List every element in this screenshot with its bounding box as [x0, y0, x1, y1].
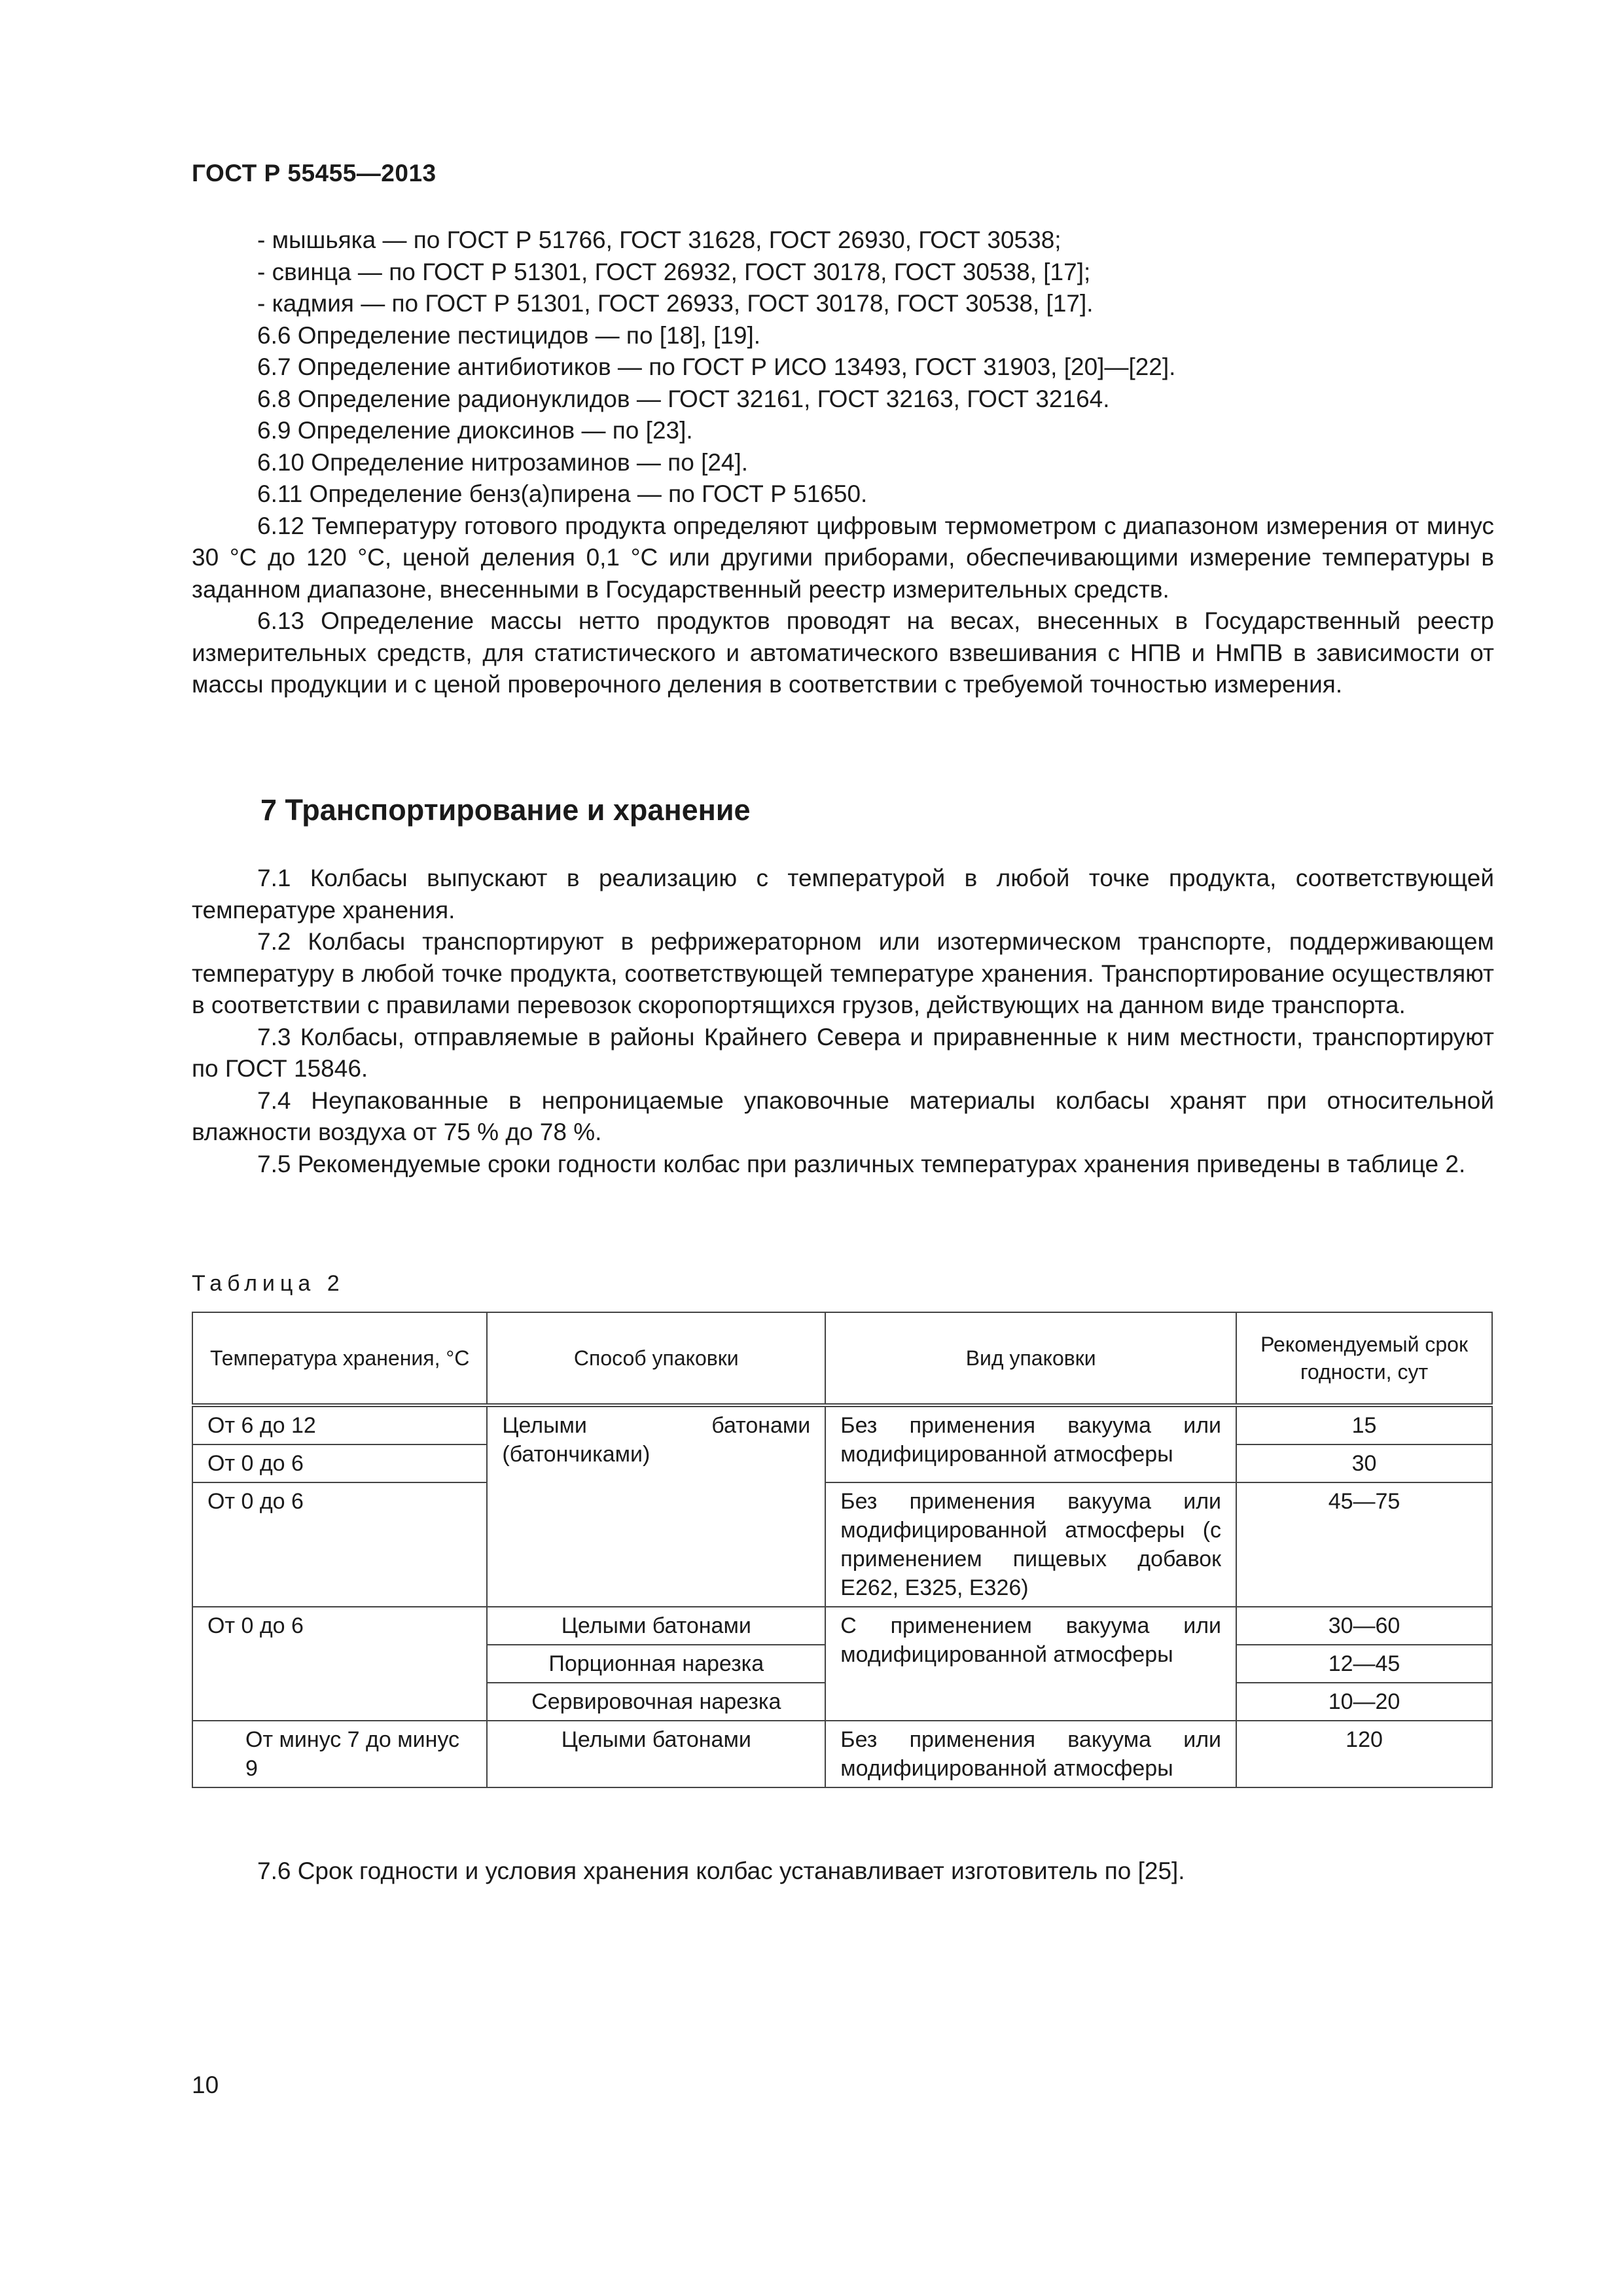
clause-6-8: 6.8 Определение радионуклидов — ГОСТ 32161, ГОСТ 32163, ГОСТ 32164.: [257, 385, 1110, 412]
list-item: - мышьяка — по ГОСТ Р 51766, ГОСТ 31628, ГОСТ 26930, ГОСТ 30538;: [257, 226, 1061, 253]
clause-7-6: 7.6 Срок годности и условия хранения колбас устанавливает изготовитель по [25].: [257, 1857, 1185, 1884]
clause-6-10: 6.10 Определение нитрозаминов — по [24].: [257, 448, 749, 476]
table-cell-shelf-life: 45—75: [1236, 1482, 1492, 1607]
table-row: [192, 1405, 1492, 1444]
table-cell-temperature: От 6 до 12: [192, 1405, 487, 1444]
shelf-life-table: [192, 1312, 1493, 1788]
table-caption: Таблица 2: [192, 1271, 345, 1296]
table-cell-shelf-life: 30: [1236, 1444, 1492, 1482]
table-cell-packing-type: Без применения вакуума или модифицированной атмосферы: [825, 1721, 1236, 1787]
table-cell-shelf-life: 120: [1236, 1721, 1492, 1787]
clause-6-9: 6.9 Определение диоксинов — по [23].: [257, 417, 693, 444]
clause-6-7: 6.7 Определение антибиотиков — по ГОСТ Р ИСО 13493, ГОСТ 31903, [20]—[22].: [257, 353, 1176, 380]
table-cell-shelf-life: 30—60: [1236, 1607, 1492, 1645]
table-row: [192, 1482, 1492, 1607]
table-cell-temperature: От минус 7 до минус 9: [192, 1721, 487, 1787]
clause-6-6: 6.6 Определение пестицидов — по [18], [19].: [257, 321, 761, 349]
list-item: - кадмия — по ГОСТ Р 51301, ГОСТ 26933, ГОСТ 30178, ГОСТ 30538, [17].: [257, 290, 1094, 317]
list-item: - свинца — по ГОСТ Р 51301, ГОСТ 26932, ГОСТ 30178, ГОСТ 30538, [17];: [257, 258, 1091, 285]
table-cell-temperature: От 0 до 6: [192, 1607, 487, 1721]
clause-7-3: 7.3 Колбасы, отправляемые в районы Крайнего Севера и приравненные к ним местности, транспортируют по ГОСТ 15846.: [192, 1023, 1494, 1082]
table-cell-packing-type: Без применения вакуума или модифицированной атмосферы: [825, 1405, 1236, 1482]
table-cell-shelf-life: 10—20: [1236, 1683, 1492, 1721]
clause-6-12: 6.12 Температуру готового продукта определяют цифровым термометром с диапазоном измерения от минус 30 °С до 120 °С, ценой деления 0,1 °С или другими приборами, обеспечивающими измерение температуры в заданном диапазоне, внесенными в Государственный реестр измерительных средств.: [192, 512, 1494, 603]
column-header-shelf-life: Рекомендуемый срок годности, сут: [1236, 1312, 1492, 1405]
table-cell-shelf-life: 15: [1236, 1405, 1492, 1444]
clause-6-11: 6.11 Определение бенз(а)пирена — по ГОСТ Р 51650.: [257, 480, 868, 507]
table-cell-packing-type: С применением вакуума или модифицированной атмосферы: [825, 1607, 1236, 1721]
table-header-row: [192, 1312, 1492, 1405]
clause-7-5: 7.5 Рекомендуемые сроки годности колбас при различных температурах хранения приведены в таблице 2.: [257, 1150, 1466, 1177]
table-cell-packing-method: Целыми батонами: [487, 1607, 825, 1645]
section-title: 7 Транспортирование и хранение: [260, 793, 751, 827]
table-cell-shelf-life: 12—45: [1236, 1645, 1492, 1683]
section-6-continuation: [192, 224, 1494, 701]
column-header-packing-type: Вид упаковки: [825, 1312, 1236, 1405]
table-cell-packing-method: Порционная нарезка: [487, 1645, 825, 1683]
table-cell-packing-method: Целыми батонами (батончиками): [487, 1405, 825, 1607]
table-cell-temperature: От 0 до 6: [192, 1444, 487, 1482]
section-7-body: [192, 863, 1494, 1180]
table-cell-packing-method: Целыми батонами: [487, 1721, 825, 1787]
table-cell-packing-method: Сервировочная нарезка: [487, 1683, 825, 1721]
clause-7-1: 7.1 Колбасы выпускают в реализацию с температурой в любой точке продукта, соответствующей температуре хранения.: [192, 865, 1494, 924]
clause-6-13: 6.13 Определение массы нетто продуктов проводят на весах, внесенных в Государственный реестр измерительных средств, для статистического и автоматического взвешивания с НПВ и НмПВ в зависимости от массы продукции и с ценой проверочного деления в соответствии с требуемой точностью измерения.: [192, 607, 1494, 698]
table-cell-packing-type: Без применения вакуума или модифицированной атмосферы (с применением пищевых добавок Е262, Е325, Е326): [825, 1482, 1236, 1607]
clause-7-2: 7.2 Колбасы транспортируют в рефрижераторном или изотермическом транспорте, поддерживающем температуру в любой точке продукта, соответствующей температуре хранения. Транспортирование осуществляют в соответствии с правилами перевозок скоропортящихся грузов, действующих на данном виде транспорта.: [192, 928, 1494, 1018]
table-row: [192, 1721, 1492, 1787]
page-number: 10: [192, 2072, 219, 2098]
clause-7-4: 7.4 Неупакованные в непроницаемые упаковочные материалы колбасы хранят при относительной влажности воздуха от 75 % до 78 %.: [192, 1086, 1494, 1145]
table-cell-temperature: От 0 до 6: [192, 1482, 487, 1607]
column-header-packing-method: Способ упаковки: [487, 1312, 825, 1405]
column-header-temperature: Температура хранения, °С: [192, 1312, 487, 1405]
table-row: [192, 1607, 1492, 1645]
document-header: ГОСТ Р 55455—2013: [192, 160, 437, 187]
